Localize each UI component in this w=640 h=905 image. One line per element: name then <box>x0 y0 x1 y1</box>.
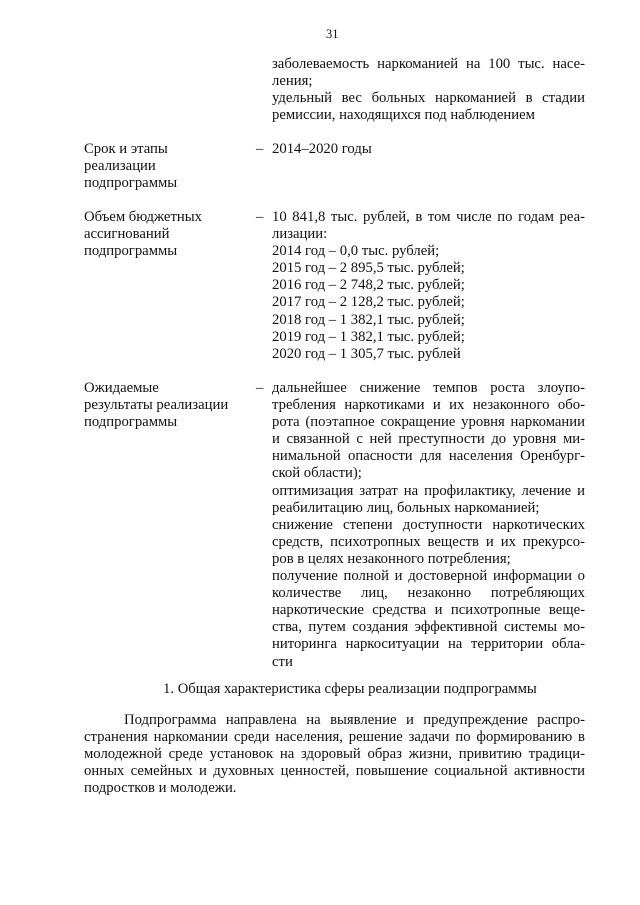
continuation-cell <box>272 56 585 124</box>
row-value-line: дальнейшее снижение темпов роста злоупо- <box>272 380 585 396</box>
row-dash: – <box>256 209 264 225</box>
row-value-line: количестве лиц, незаконно потребляющих <box>272 585 585 602</box>
label-cell <box>84 209 249 260</box>
paragraph-line: подростков и молодежи. <box>84 780 237 797</box>
row-value-line: наркотические средства и психотропные веще- <box>272 602 585 619</box>
budget-year-line: 2015 год – 2 895,5 тыс. рублей; <box>272 260 465 277</box>
row-dash: – <box>256 141 264 157</box>
row-value-line: нимальной опасности для населения Оренбург- <box>272 448 585 465</box>
row-value-line: 2014–2020 годы <box>272 141 372 157</box>
row-value-line: ров в целях незаконного потребления; <box>272 550 511 567</box>
budget-year-line: 2019 год – 1 382,1 тыс. рублей; <box>272 328 465 345</box>
row-label-line: подпрограммы <box>84 414 178 431</box>
row-value-line: и связанной с ней преступности до уровня ми- <box>272 431 585 448</box>
row-value-line: ниторинга наркоситуации на территории обла- <box>272 636 585 653</box>
budget-year-line: 2020 год – 1 305,7 тыс. рублей <box>272 345 461 362</box>
row-value-line: снижение степени доступности наркотических <box>272 516 585 533</box>
row-value-line: оптимизация затрат на профилактику, лечение и <box>272 482 585 499</box>
page-number: 31 <box>326 27 339 41</box>
value-cell <box>272 141 585 158</box>
paragraph-line: Подпрограмма направлена на выявление и предупреждение распро- <box>124 712 585 728</box>
row-label-line: реализации <box>84 158 156 175</box>
row-value-line: лизации: <box>272 226 328 243</box>
row-value-line: рота (поэтапное сокращение уровня наркомании <box>272 414 585 431</box>
continuation-line: заболеваемость наркоманией на 100 тыс. насе- <box>272 56 585 72</box>
budget-year-line: 2014 год – 0,0 тыс. рублей; <box>272 243 440 260</box>
row-label-line: Ожидаемые <box>84 380 159 396</box>
budget-year-line: 2016 год – 2 748,2 тыс. рублей; <box>272 277 465 294</box>
row-value-line: требления наркотиками и их незаконного обо- <box>272 397 585 414</box>
continuation-line: ления; <box>272 73 313 90</box>
row-value-line: сти <box>272 653 293 670</box>
row-value-line: ства, путем создания эффективной системы мо- <box>272 619 585 636</box>
value-cell <box>272 209 585 363</box>
row-value-line: средств, психотропных веществ и их прекурсо- <box>272 533 585 550</box>
row-dash: – <box>256 380 264 396</box>
body-paragraph <box>84 712 585 797</box>
label-cell <box>84 380 249 431</box>
budget-year-line: 2018 год – 1 382,1 тыс. рублей; <box>272 311 465 328</box>
paragraph-line: онных семейных и духовных ценностей, повышение социальной активности <box>84 763 585 780</box>
row-label-line: ассигнований <box>84 226 170 243</box>
continuation-line: ремиссии, находящихся под наблюдением <box>272 107 535 124</box>
row-label-line: Объем бюджетных <box>84 209 202 225</box>
row-label-line: подпрограммы <box>84 175 178 192</box>
continuation-line: удельный вес больных наркоманией в стадии <box>272 90 585 107</box>
row-value-line: ской области); <box>272 465 362 482</box>
label-cell <box>84 141 249 192</box>
row-value-line: получение полной и достоверной информации о <box>272 568 585 585</box>
row-value-line: реабилитацию лиц, больных наркоманией; <box>272 499 540 516</box>
paragraph-line: странения наркомании среди населения, решение задачи по формированию в <box>84 729 585 746</box>
row-value-line: 10 841,8 тыс. рублей, в том числе по годам реа- <box>272 209 585 225</box>
section-heading: 1. Общая характеристика сферы реализации подпрограммы <box>163 681 537 697</box>
paragraph-line: молодежной среде установок на здоровый образ жизни, привитию традици- <box>84 746 585 763</box>
budget-year-line: 2017 год – 2 128,2 тыс. рублей; <box>272 294 465 311</box>
row-label-line: подпрограммы <box>84 243 178 260</box>
row-label-line: Срок и этапы <box>84 141 168 157</box>
value-cell <box>272 380 585 671</box>
row-label-line: результаты реализации <box>84 397 229 414</box>
